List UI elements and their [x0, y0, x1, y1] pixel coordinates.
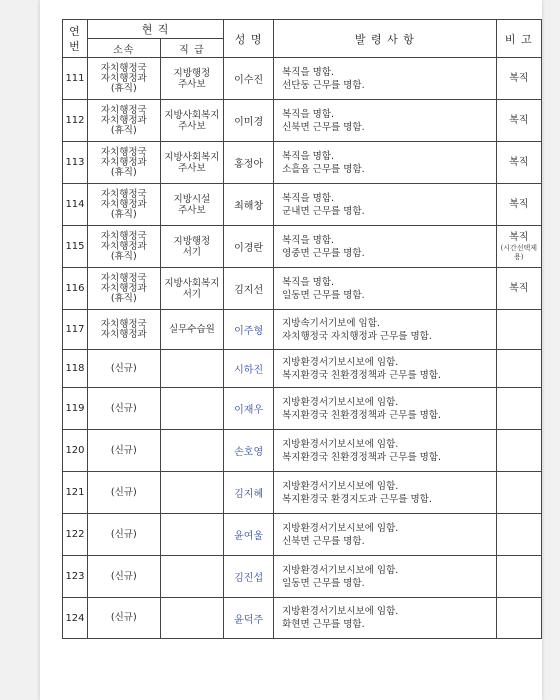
affiliation-line: 자치행정국 [100, 188, 147, 200]
action-line: 복직을 명함. [282, 276, 335, 288]
rank-line: 지방사회복지 [164, 151, 220, 163]
action-line: 지방속기서기보에 임함. [282, 317, 380, 329]
table-row [63, 142, 542, 184]
table-row [63, 598, 542, 639]
row-action [274, 388, 496, 430]
table-body [63, 58, 542, 639]
row-name: 손호영 [224, 430, 274, 472]
action-line: 지방환경서기보시보에 임함. [282, 564, 399, 576]
header-name: 성 명 [224, 20, 274, 58]
row-number: 113 [63, 142, 88, 184]
row-rank [160, 514, 224, 556]
rank-line: 주사보 [178, 204, 206, 216]
row-action [274, 514, 496, 556]
header-number-line2: 번 [69, 39, 81, 53]
action-line: 복직을 명함. [282, 192, 335, 204]
affiliation-line: 자치행정과 [100, 156, 147, 168]
remark-text: 복직 [509, 114, 529, 126]
row-affiliation [87, 472, 160, 514]
action-line: 신북면 근무를 명함. [282, 535, 365, 547]
row-affiliation [87, 142, 160, 184]
row-number: 118 [63, 350, 88, 388]
affiliation-line: (신규) [110, 528, 137, 540]
row-name: 김진섭 [224, 556, 274, 598]
row-remark [496, 226, 541, 268]
row-affiliation [87, 430, 160, 472]
action-line: 지방환경서기보시보에 임함. [282, 522, 399, 534]
header-affiliation: 소속 [87, 39, 160, 58]
affiliation-line: (휴직) [110, 292, 137, 304]
row-action [274, 310, 496, 350]
row-name: 홍정아 [224, 142, 274, 184]
action-line: 복지환경국 친환경정책과 근무를 명함. [282, 451, 442, 463]
rank-line: 주사보 [178, 162, 206, 174]
action-line: 복직을 명함. [282, 150, 335, 162]
row-rank [160, 58, 224, 100]
table-row [63, 350, 542, 388]
remark-text: 복직 [509, 198, 529, 210]
row-rank [160, 226, 224, 268]
action-line: 일동면 근무를 명함. [282, 289, 365, 301]
row-action [274, 226, 496, 268]
affiliation-line: (휴직) [110, 82, 137, 94]
rank-line: 지방시설 [173, 193, 211, 205]
header-current-position: 현 직 [87, 20, 223, 39]
header-rank: 직 급 [160, 39, 224, 58]
row-remark [496, 58, 541, 100]
action-line: 군내면 근무를 명함. [282, 205, 365, 217]
row-number: 120 [63, 430, 88, 472]
row-affiliation [87, 514, 160, 556]
row-remark [496, 388, 541, 430]
row-remark [496, 556, 541, 598]
action-line: 신북면 근무를 명함. [282, 121, 365, 133]
row-number: 112 [63, 100, 88, 142]
row-action [274, 598, 496, 639]
row-number: 123 [63, 556, 88, 598]
rank-line: 주사보 [178, 78, 206, 90]
row-remark [496, 184, 541, 226]
row-action [274, 556, 496, 598]
header-action: 발 령 사 항 [274, 20, 496, 58]
row-affiliation [87, 310, 160, 350]
affiliation-line: (휴직) [110, 208, 137, 220]
remark-text: 복직 [509, 72, 529, 84]
affiliation-line: 자치행정국 [100, 62, 147, 74]
table-row [63, 268, 542, 310]
row-name: 김지혜 [224, 472, 274, 514]
action-line: 영중면 근무를 명함. [282, 247, 365, 259]
personnel-appointment-table [62, 19, 542, 639]
action-line: 지방환경서기보시보에 임함. [282, 438, 399, 450]
row-affiliation [87, 268, 160, 310]
row-number: 111 [63, 58, 88, 100]
row-affiliation [87, 350, 160, 388]
remark-text: 복직 [509, 282, 529, 294]
affiliation-line: 자치행정국 [100, 230, 147, 242]
action-line: 지방환경서기보시보에 임함. [282, 356, 399, 368]
affiliation-line: 자치행정국 [100, 146, 147, 158]
row-action [274, 142, 496, 184]
row-name: 윤덕주 [224, 598, 274, 639]
rank-line: 서기 [182, 246, 202, 258]
action-line: 지방환경서기보시보에 임함. [282, 480, 399, 492]
table-row [63, 58, 542, 100]
rank-line: 주사보 [178, 120, 206, 132]
affiliation-line: 자치행정과 [100, 198, 147, 210]
row-action [274, 472, 496, 514]
row-affiliation [87, 184, 160, 226]
header-number-line1: 연 [69, 24, 81, 38]
row-rank [160, 388, 224, 430]
table-row [63, 226, 542, 268]
row-affiliation [87, 226, 160, 268]
remark-text: 복직 [509, 231, 529, 243]
action-line: 복지환경국 친환경정책과 근무를 명함. [282, 409, 442, 421]
row-number: 115 [63, 226, 88, 268]
rank-line: 지방사회복지 [164, 277, 220, 289]
action-line: 일동면 근무를 명함. [282, 577, 365, 589]
row-rank [160, 598, 224, 639]
table-row [63, 472, 542, 514]
action-line: 소흘읍 근무를 명함. [282, 163, 365, 175]
row-remark [496, 142, 541, 184]
affiliation-line: (휴직) [110, 166, 137, 178]
remark-text: 복직 [509, 156, 529, 168]
row-remark [496, 514, 541, 556]
action-line: 복직을 명함. [282, 66, 335, 78]
row-affiliation [87, 598, 160, 639]
table-row [63, 514, 542, 556]
row-rank [160, 142, 224, 184]
affiliation-line: (신규) [110, 570, 137, 582]
affiliation-line: (신규) [110, 486, 137, 498]
row-affiliation [87, 58, 160, 100]
row-action [274, 430, 496, 472]
row-number: 124 [63, 598, 88, 639]
row-name: 시하진 [224, 350, 274, 388]
action-line: 복직을 명함. [282, 108, 335, 120]
row-action [274, 100, 496, 142]
table-row [63, 556, 542, 598]
header-remarks: 비 고 [496, 20, 541, 58]
row-name: 이수진 [224, 58, 274, 100]
action-line: 복지환경국 친환경정책과 근무를 명함. [282, 369, 442, 381]
action-line: 복지환경국 환경지도과 근무를 명함. [282, 493, 432, 505]
affiliation-line: 자치행정과 [100, 328, 147, 340]
affiliation-line: 자치행정국 [100, 272, 147, 284]
action-line: 지방환경서기보시보에 임함. [282, 396, 399, 408]
rank-line: 지방행정 [173, 67, 211, 79]
row-number: 116 [63, 268, 88, 310]
row-remark [496, 268, 541, 310]
row-rank [160, 556, 224, 598]
remark-note: (시간선택제용) [500, 243, 538, 261]
table-row [63, 388, 542, 430]
affiliation-line: (신규) [110, 402, 137, 414]
table-row [63, 310, 542, 350]
row-action [274, 58, 496, 100]
row-name: 김지선 [224, 268, 274, 310]
affiliation-line: 자치행정과 [100, 282, 147, 294]
row-number: 114 [63, 184, 88, 226]
row-rank [160, 472, 224, 514]
row-name: 최해창 [224, 184, 274, 226]
table-row [63, 100, 542, 142]
table-row [63, 184, 542, 226]
affiliation-line: 자치행정과 [100, 72, 147, 84]
row-remark [496, 472, 541, 514]
affiliation-line: (신규) [110, 612, 137, 623]
affiliation-line: (휴직) [110, 250, 137, 262]
row-remark [496, 598, 541, 639]
row-rank [160, 430, 224, 472]
action-line: 자치행정국 자치행정과 근무를 명함. [282, 330, 432, 342]
row-name: 이미경 [224, 100, 274, 142]
row-action [274, 268, 496, 310]
row-name: 이재우 [224, 388, 274, 430]
row-name: 이주형 [224, 310, 274, 350]
row-affiliation [87, 388, 160, 430]
affiliation-line: 자치행정국 [100, 104, 147, 116]
affiliation-line: 자치행정과 [100, 240, 147, 252]
rank-line: 지방행정 [173, 235, 211, 247]
row-rank [160, 268, 224, 310]
document-page [40, 0, 542, 700]
affiliation-line: 자치행정국 [100, 318, 147, 330]
row-remark [496, 350, 541, 388]
row-action [274, 184, 496, 226]
row-rank [160, 310, 224, 350]
action-line: 복직을 명함. [282, 234, 335, 246]
action-line: 선단동 근무를 명함. [282, 79, 365, 91]
rank-line: 실무수습원 [168, 324, 215, 335]
row-number: 122 [63, 514, 88, 556]
row-name: 이경란 [224, 226, 274, 268]
header-number [63, 20, 88, 58]
row-affiliation [87, 556, 160, 598]
row-affiliation [87, 100, 160, 142]
row-name: 윤여울 [224, 514, 274, 556]
rank-line: 서기 [182, 288, 202, 300]
row-number: 117 [63, 310, 88, 350]
action-line: 지방환경서기보시보에 임함. [282, 606, 399, 617]
row-number: 121 [63, 472, 88, 514]
rank-line: 지방사회복지 [164, 109, 220, 121]
row-rank [160, 100, 224, 142]
row-remark [496, 310, 541, 350]
row-number: 119 [63, 388, 88, 430]
row-action [274, 350, 496, 388]
row-rank [160, 350, 224, 388]
affiliation-line: 자치행정과 [100, 114, 147, 126]
row-remark [496, 100, 541, 142]
affiliation-line: (신규) [110, 444, 137, 456]
row-remark [496, 430, 541, 472]
action-line: 화현면 근무를 명함. [282, 619, 365, 630]
table-row [63, 430, 542, 472]
affiliation-line: (휴직) [110, 124, 137, 136]
affiliation-line: (신규) [110, 362, 137, 374]
row-rank [160, 184, 224, 226]
